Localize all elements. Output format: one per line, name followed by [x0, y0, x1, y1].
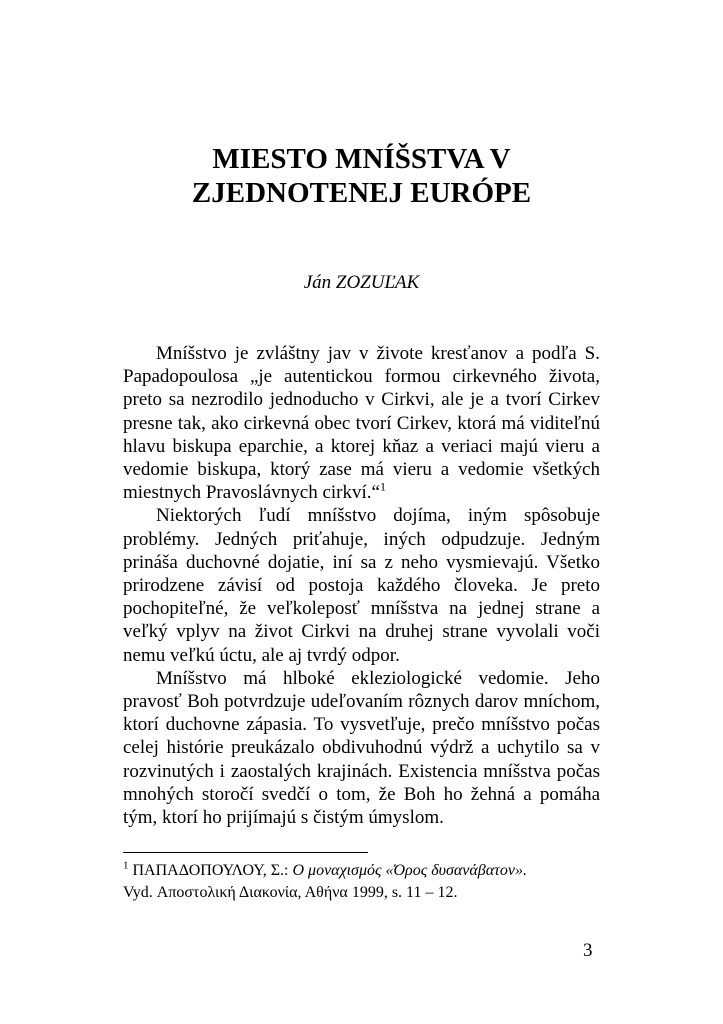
article-title: [0, 142, 723, 210]
paragraph-2: Niektorých ľudí mníšstvo dojíma, iným spôsobuje problémy. Jedných priťahuje, iných odpudzuje. Jedným prináša duchovné dojatie, iní sa z neho vysmievajú. Všetko prirodzene závisí od postoja každého človeka. Je preto pochopiteľné, že veľkoleposť mníšstva na jednej strane a veľký vplyv na život Cirkvi na druhej strane vyvolali voči nemu veľkú úctu, ale aj tvrdý odpor.: [123, 505, 600, 666]
author-name: Ján ZOZUĽAK: [303, 272, 420, 293]
footnote-publication: Vyd. Αποστολική Διακονία, Αθήνα 1999, s. 11 – 12.: [123, 884, 458, 901]
footnote-line-1: [123, 860, 600, 882]
footnote-author: ΠΑΠΑΔΟΠΟΥΛΟΥ, Σ.:: [132, 862, 293, 879]
footnote-work-title: Ο μοναχισμός «Όρος δυσανάβατον».: [292, 862, 527, 879]
title-line-2: ZJEDNOTENEJ EURÓPE: [191, 177, 532, 209]
paragraph-1-text: Mníšstvo je zvláštny jav v živote kresťanov a podľa S. Papadopoulosa „je autentickou formou cirkevného života, preto sa nezrodilo jednoducho v Cirkvi, ale je a tvorí Cirkev presne tak, ako cirkevná obec tvorí Cirkev, ktorá má viditeľnú hlavu biskupa eparchie, a ktorej kňaz a veriaci majú vieru a vedomie biskupa, ktorý zase má vieru a vedomie všetkých miestnych Pravoslávnych cirkví.“: [123, 343, 600, 504]
footnote-reference[interactable]: 1: [379, 479, 386, 494]
footnote-separator: [123, 852, 368, 853]
paragraph-3: Mníšstvo má hlboké ekleziologické vedomie. Jeho pravosť Boh potvrdzuje udeľovaním rôznych darov mníchom, ktorí duchovne zápasia. To vysvetľuje, prečo mníšstvo počas celej histórie preukázalo obdivuhodnú výdrž a uchytilo sa v rozvinutých i zaostalých krajinách. Existencia mníšstva počas mnohých storočí svedčí o tom, že Boh ho žehná a pomáha tým, ktorí ho prijímajú s čistým úmyslom.: [123, 667, 600, 829]
article-body: [123, 342, 600, 829]
footnote: [123, 860, 600, 904]
footnote-number: 1: [123, 859, 129, 872]
title-line-1: MIESTO MNÍŠSTVA V: [212, 143, 511, 175]
paragraph-1: [123, 342, 600, 504]
page-number: 3: [583, 940, 593, 961]
